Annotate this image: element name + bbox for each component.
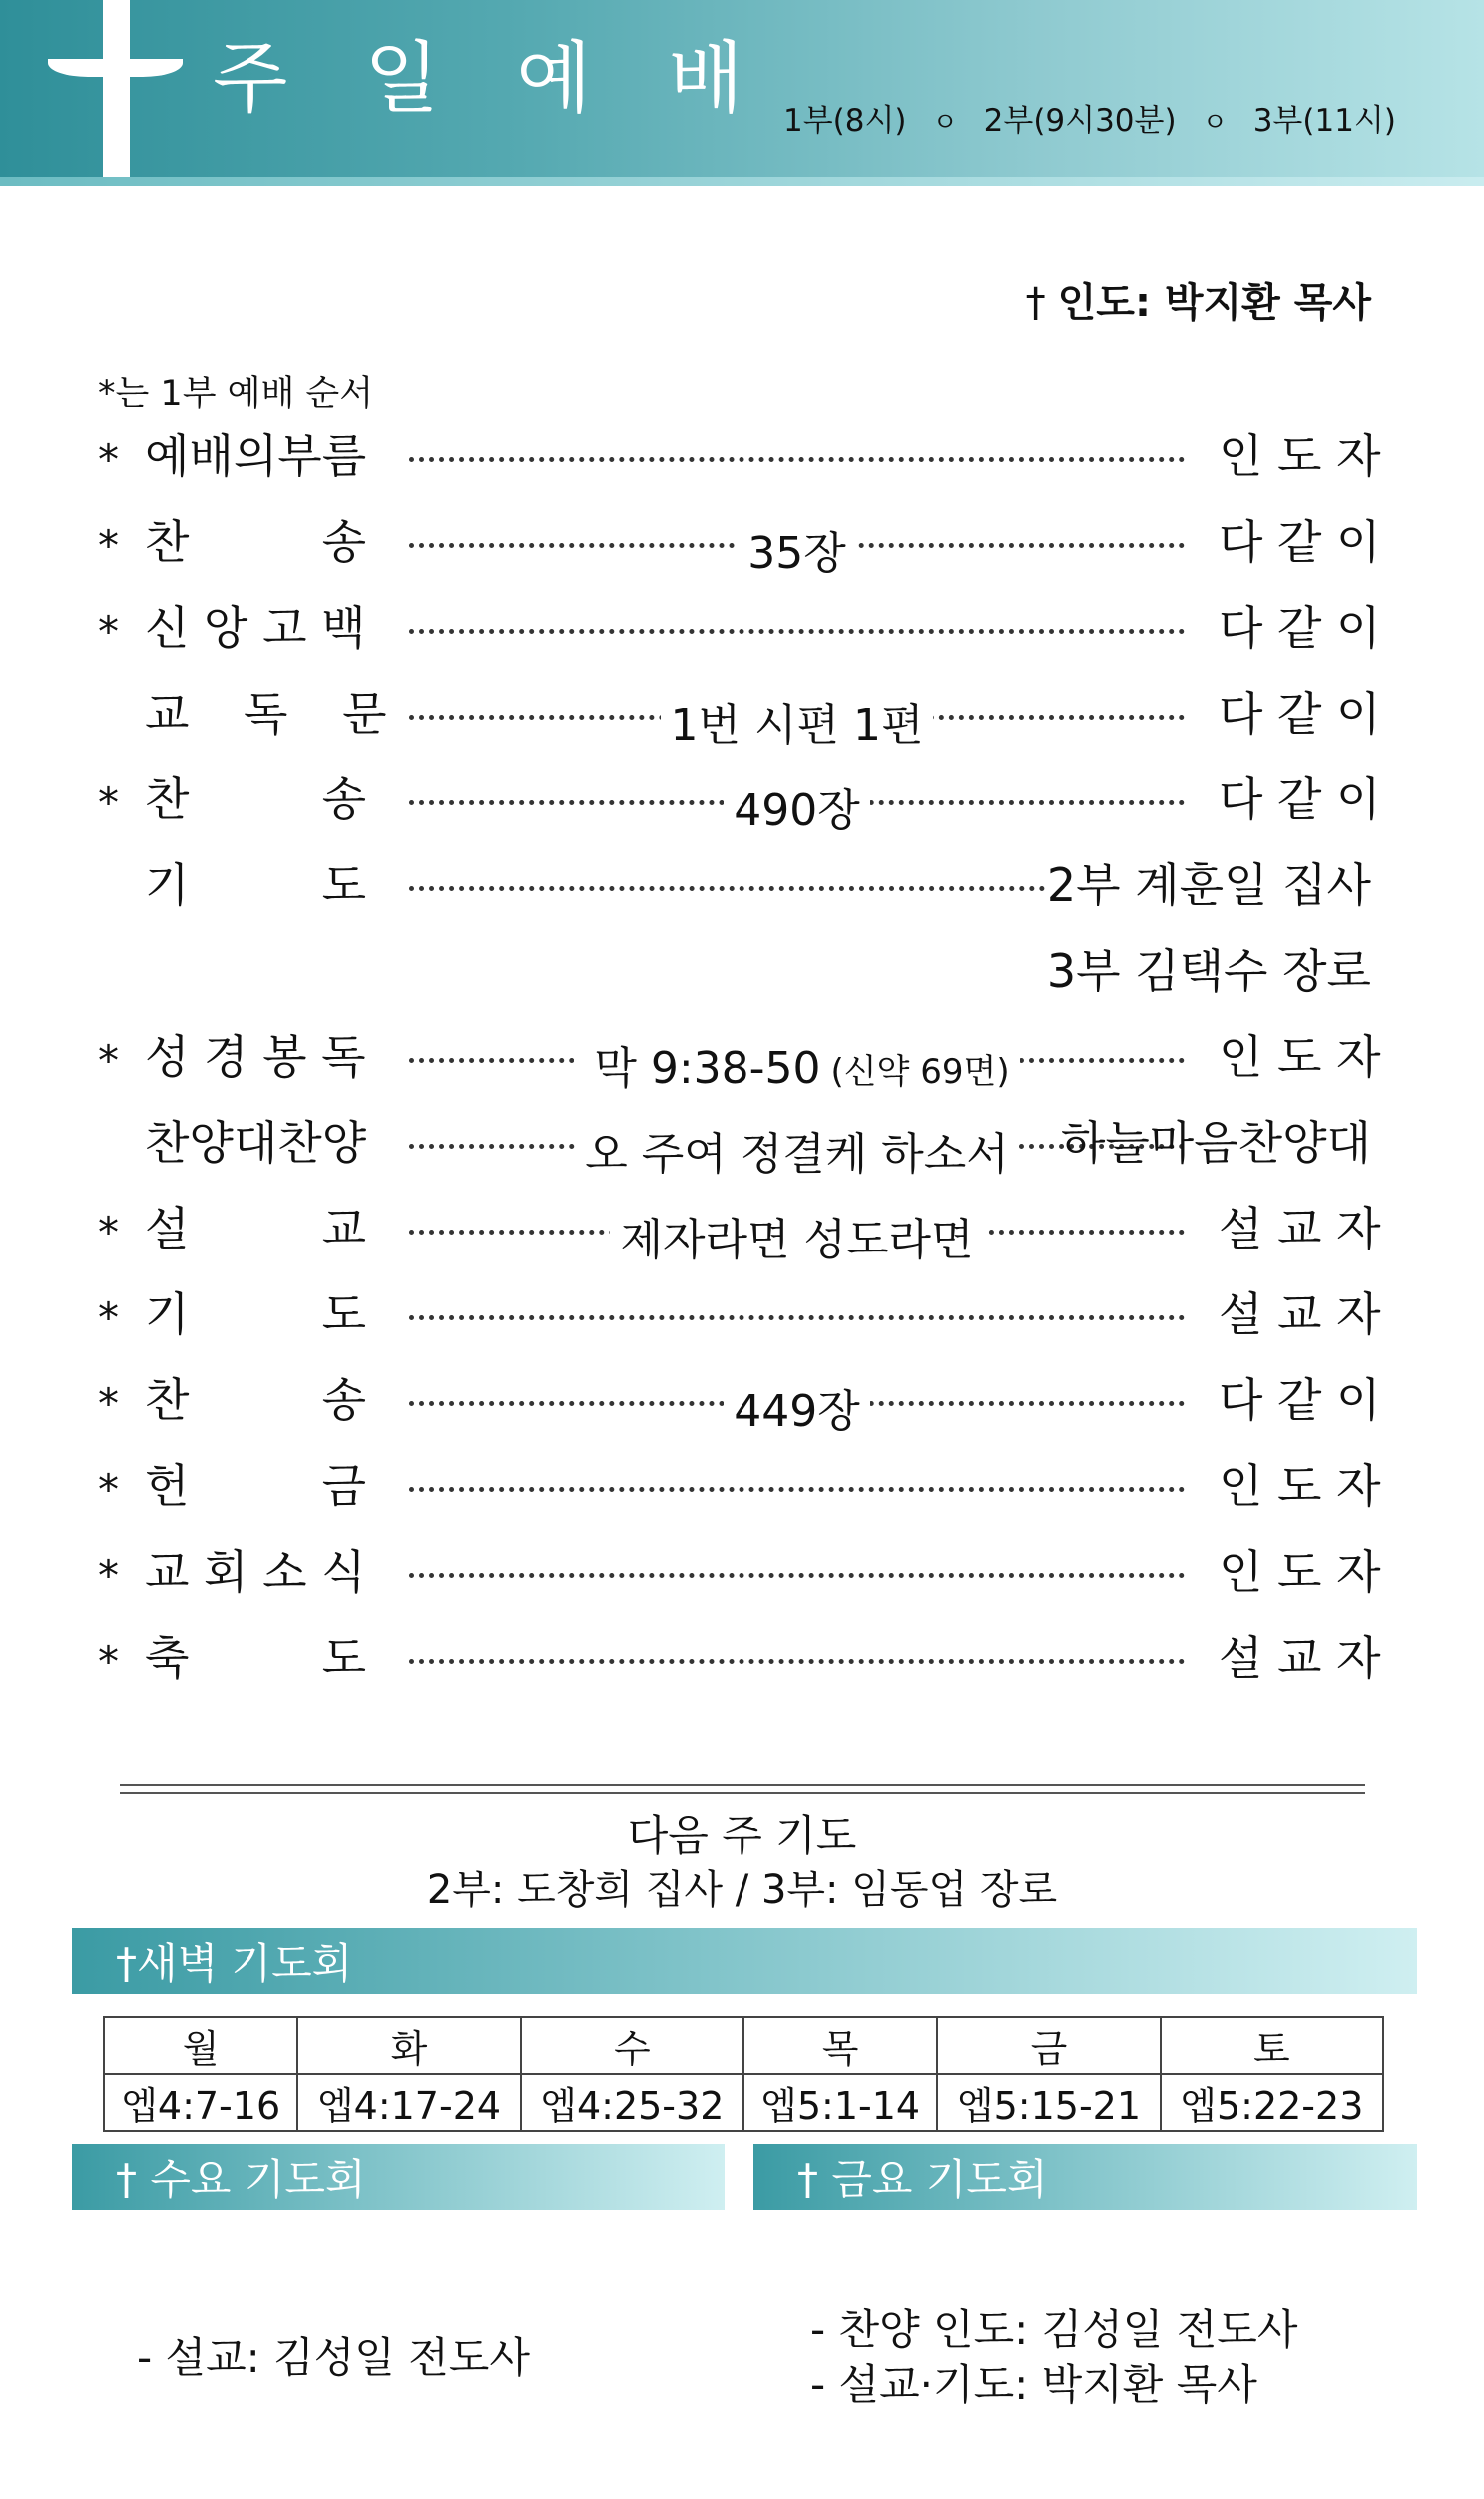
order-label: 헌 금: [145, 1459, 366, 1513]
order-detail: 오 주여 정결케 하소서: [575, 1129, 1019, 1180]
order-label: 교 회 소 식: [145, 1545, 366, 1599]
sermon-title: 제자라면 성도라면: [610, 1215, 983, 1265]
dotted-leader: [409, 886, 1045, 891]
order-label: 설 교: [145, 1202, 366, 1255]
first-service-mark: *: [98, 1208, 119, 1256]
service-time-1: 1부(8시): [783, 103, 907, 139]
list-item: - 설교: 김성일 전도사: [137, 2333, 530, 2382]
cross-icon-arm: [48, 59, 183, 77]
separator: ㅇ: [932, 108, 958, 138]
reading-cell: 엡4:7-16: [104, 2074, 297, 2131]
order-label: 신 앙 고 백: [145, 601, 366, 655]
dawn-prayer-table: [103, 2016, 1384, 2132]
order-row: [0, 1196, 1484, 1265]
order-label: 기 도: [145, 1287, 366, 1341]
next-week-prayers: 2부: 도창희 집사 / 3부: 임동업 장로: [426, 1867, 1058, 1913]
first-service-mark: *: [98, 1551, 119, 1600]
order-label: 성 경 봉 독: [145, 1030, 366, 1084]
dotted-leader: [409, 1230, 1185, 1235]
order-person: 설 교 자: [1219, 1631, 1381, 1685]
order-label: 축 도: [145, 1631, 366, 1685]
first-service-mark: *: [98, 1036, 119, 1085]
order-person: 설 교 자: [1219, 1202, 1381, 1255]
order-person: 설 교 자: [1219, 1287, 1381, 1341]
page-title: 주 일 예 배: [213, 34, 769, 124]
cross-icon: [103, 0, 130, 186]
order-person: 다 같 이: [1219, 772, 1381, 826]
order-row: [0, 766, 1484, 836]
day-cell: 목: [743, 2017, 937, 2074]
first-service-mark: *: [98, 435, 119, 484]
order-row: [0, 1539, 1484, 1609]
order-person: 하늘마음찬양대: [1060, 1116, 1371, 1170]
service-time-2: 2부(9시30분): [983, 103, 1177, 139]
order-label: 찬양대찬양: [145, 1116, 367, 1170]
dotted-leader: [409, 1659, 1185, 1664]
reading-cell: 엡5:22-23: [1161, 2074, 1383, 2131]
order-person: 다 같 이: [1219, 687, 1381, 741]
dotted-leader: [409, 543, 1185, 548]
order-label: 찬 송: [145, 772, 366, 826]
reading-cell: 엡4:25-32: [521, 2074, 743, 2131]
order-row: [0, 423, 1484, 493]
section-title: † 금요 기도회: [797, 2155, 1048, 2204]
wednesday-prayer-banner: [72, 2144, 725, 2210]
dotted-leader: [409, 1058, 1185, 1063]
dotted-leader: [409, 715, 1185, 720]
first-service-mark: *: [98, 1293, 119, 1342]
scripture-page: (신약 69면): [830, 1052, 1010, 1092]
list-item: - 찬양 인도: 김성일 전도사: [810, 2305, 1298, 2354]
first-service-mark: *: [98, 1379, 119, 1428]
order-row: [0, 1281, 1484, 1351]
first-service-mark: *: [98, 1637, 119, 1686]
order-row: [0, 1024, 1484, 1094]
dotted-leader: [409, 1401, 1185, 1406]
order-detail: 490장: [724, 785, 870, 836]
order-row: [0, 1453, 1484, 1523]
order-detail: 1번 시편 1편: [661, 700, 934, 750]
header-banner: [0, 0, 1484, 177]
dotted-leader: [409, 457, 1185, 462]
day-cell: 토: [1161, 2017, 1383, 2074]
dotted-leader: [409, 1573, 1185, 1578]
reading-cell: 엡4:17-24: [297, 2074, 520, 2131]
first-service-mark: *: [98, 778, 119, 827]
worship-leader: [1026, 271, 1371, 328]
table-row: [104, 2074, 1383, 2131]
order-person: 3부 김택수 장로: [1046, 944, 1371, 998]
dotted-leader: [409, 629, 1185, 634]
order-person: 인 도 자: [1219, 1030, 1381, 1084]
day-cell: 월: [104, 2017, 297, 2074]
section-title: † 수요 기도회: [116, 2155, 366, 2204]
list-item: - 설교·기도: 박지환 목사: [810, 2360, 1257, 2409]
order-detail: 449장: [724, 1386, 870, 1437]
order-detail: 35장: [738, 528, 856, 579]
order-label: 교 독 문: [145, 687, 387, 741]
section-title: †새벽 기도회: [116, 1939, 353, 1988]
order-person: 다 같 이: [1219, 601, 1381, 655]
day-cell: 화: [297, 2017, 520, 2074]
day-cell: 금: [937, 2017, 1160, 2074]
reading-cell: 엡5:1-14: [743, 2074, 937, 2131]
dawn-prayer-banner: [72, 1928, 1417, 1994]
reading-cell: 엡5:15-21: [937, 2074, 1160, 2131]
service-schedule: [783, 95, 1396, 140]
order-person: 다 같 이: [1219, 1373, 1381, 1427]
double-divider: [120, 1784, 1365, 1794]
dotted-leader: [409, 1315, 1185, 1320]
first-service-mark: *: [98, 521, 119, 570]
order-row: [0, 681, 1484, 750]
table-header-row: [104, 2017, 1383, 2074]
header-strip: [0, 177, 1484, 186]
order-row: [0, 509, 1484, 579]
order-person: 2부 계훈일 집사: [1046, 858, 1371, 912]
leader-text: 인도: 박지환 목사: [1057, 280, 1371, 326]
order-person: 다 같 이: [1219, 515, 1381, 569]
order-label: 찬 송: [145, 515, 366, 569]
separator: ㅇ: [1202, 108, 1228, 138]
order-row-continued: [0, 938, 1484, 1008]
order-row: [0, 852, 1484, 922]
day-cell: 수: [521, 2017, 743, 2074]
friday-prayer-banner: [753, 2144, 1417, 2210]
dagger-icon: †: [1025, 280, 1046, 326]
order-detail: [574, 1043, 1019, 1094]
order-row: [0, 1625, 1484, 1695]
order-label: 기 도: [145, 858, 366, 912]
order-row: [0, 1367, 1484, 1437]
dotted-leader: [409, 1487, 1185, 1492]
order-person: 인 도 자: [1219, 1545, 1381, 1599]
dotted-leader: [409, 800, 1185, 805]
first-service-mark: *: [98, 1465, 119, 1514]
order-label: 찬 송: [145, 1373, 366, 1427]
service-time-3: 3부(11시): [1252, 103, 1396, 139]
order-label: 예배의부름: [145, 429, 367, 483]
next-week-title: 다음 주 기도: [627, 1811, 857, 1860]
order-person: 인 도 자: [1219, 429, 1381, 483]
order-note: *는 1부 예배 순서: [98, 374, 374, 414]
first-service-mark: *: [98, 607, 119, 656]
order-row: [0, 595, 1484, 665]
order-row: [0, 1110, 1484, 1180]
order-person: 인 도 자: [1219, 1459, 1381, 1513]
scripture-reference: 막 9:38-50: [584, 1043, 830, 1094]
